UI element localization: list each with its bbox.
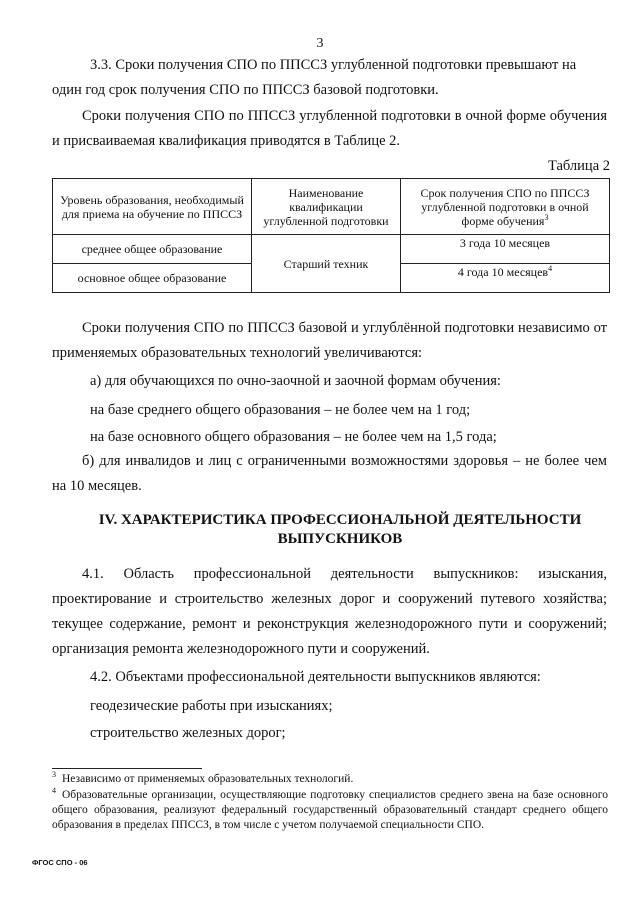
paragraph-3-3-line-2: один год срок получения СПО по ППССЗ базовой подготовки. (52, 82, 439, 98)
paragraph-table-intro: Сроки получения СПО по ППССЗ углубленной подготовки в очной форме обучения и присваиваемая квалификация приводятся в Таблице 2. (52, 108, 607, 149)
paragraph-4-1: 4.1. Область профессиональной деятельности выпускников: изыскания, проектирование и строительство железных дорог и сооружений путевого хозяйства; текущее содержание, ремонт и реконструкция железнодорожного пути и сооружений; организация ремонта железнодорожного пути и сооружений. (52, 566, 607, 657)
section-heading-line-1: IV. ХАРАКТЕРИСТИКА ПРОФЕССИОНАЛЬНОЙ ДЕЯТЕЛЬНОСТИ (98, 512, 582, 528)
footnote-ref-3: 3 (544, 212, 549, 222)
cell-qualification: Старший техник (252, 235, 401, 293)
list-item-a-2: на базе основного общего образования – не более чем на 1,5 года; (90, 429, 497, 445)
paragraph-terms: Сроки получения СПО по ППССЗ базовой и углублённой подготовки независимо от применяемых образовательных технологий увеличиваются: (52, 320, 607, 361)
list-item-object-2: строительство железных дорог; (90, 725, 286, 741)
qualification-table (52, 178, 610, 293)
footnote-separator (52, 768, 202, 769)
table-header-row (53, 179, 610, 235)
footnote-3: $^3$ Независимо от применяемых образовательных технологий. (52, 770, 354, 785)
header-duration: Срок получения СПО по ППССЗ углубленной подготовки в очной форме обучения$^3$ (401, 179, 610, 235)
document-code: ФГОС СПО - 06 (32, 858, 88, 867)
section-heading (70, 511, 610, 549)
header-education-level: Уровень образования, необходимый для приема на обучение по ППССЗ (53, 179, 252, 235)
cell-duration: 4 года 10 месяцев$^4$ (401, 264, 610, 293)
list-item-a-1: на базе среднего общего образования – не более чем на 1 год; (90, 402, 471, 418)
table-caption: Таблица 2 (547, 158, 610, 174)
paragraph-4-2: 4.2. Объектами профессиональной деятельности выпускников являются: (90, 669, 541, 685)
cell-duration: 3 года 10 месяцев (401, 235, 610, 264)
list-item-object-1: геодезические работы при изысканиях; (90, 698, 333, 714)
page-number: 3 (316, 36, 324, 51)
list-item-a: а) для обучающихся по очно-заочной и заочной формам обучения: (90, 373, 501, 389)
footnote-ref-4: 4 (548, 264, 553, 273)
header-qualification: Наименование квалификации углубленной подготовки (252, 179, 401, 235)
section-heading-line-2: ВЫПУСКНИКОВ (277, 531, 403, 547)
footnote-4: $^4$ Образовательные организации, осуществляющие подготовку специалистов среднего звена на базе основного общего образования, реализуют федеральный государственный образовательный стандарт среднего общего образования в пределах ППССЗ, в том числе с учетом получаемой специальности СПО. (52, 786, 608, 831)
paragraph-3-3-line-1: 3.3. Сроки получения СПО по ППССЗ углубленной подготовки превышают на (90, 57, 577, 73)
cell-education-level: основное общее образование (53, 264, 252, 293)
table-row (53, 235, 610, 264)
list-item-b: б) для инвалидов и лиц с ограниченными возможностями здоровья – не более чем на 10 месяцев. (52, 453, 607, 494)
cell-education-level: среднее общее образование (53, 235, 252, 264)
